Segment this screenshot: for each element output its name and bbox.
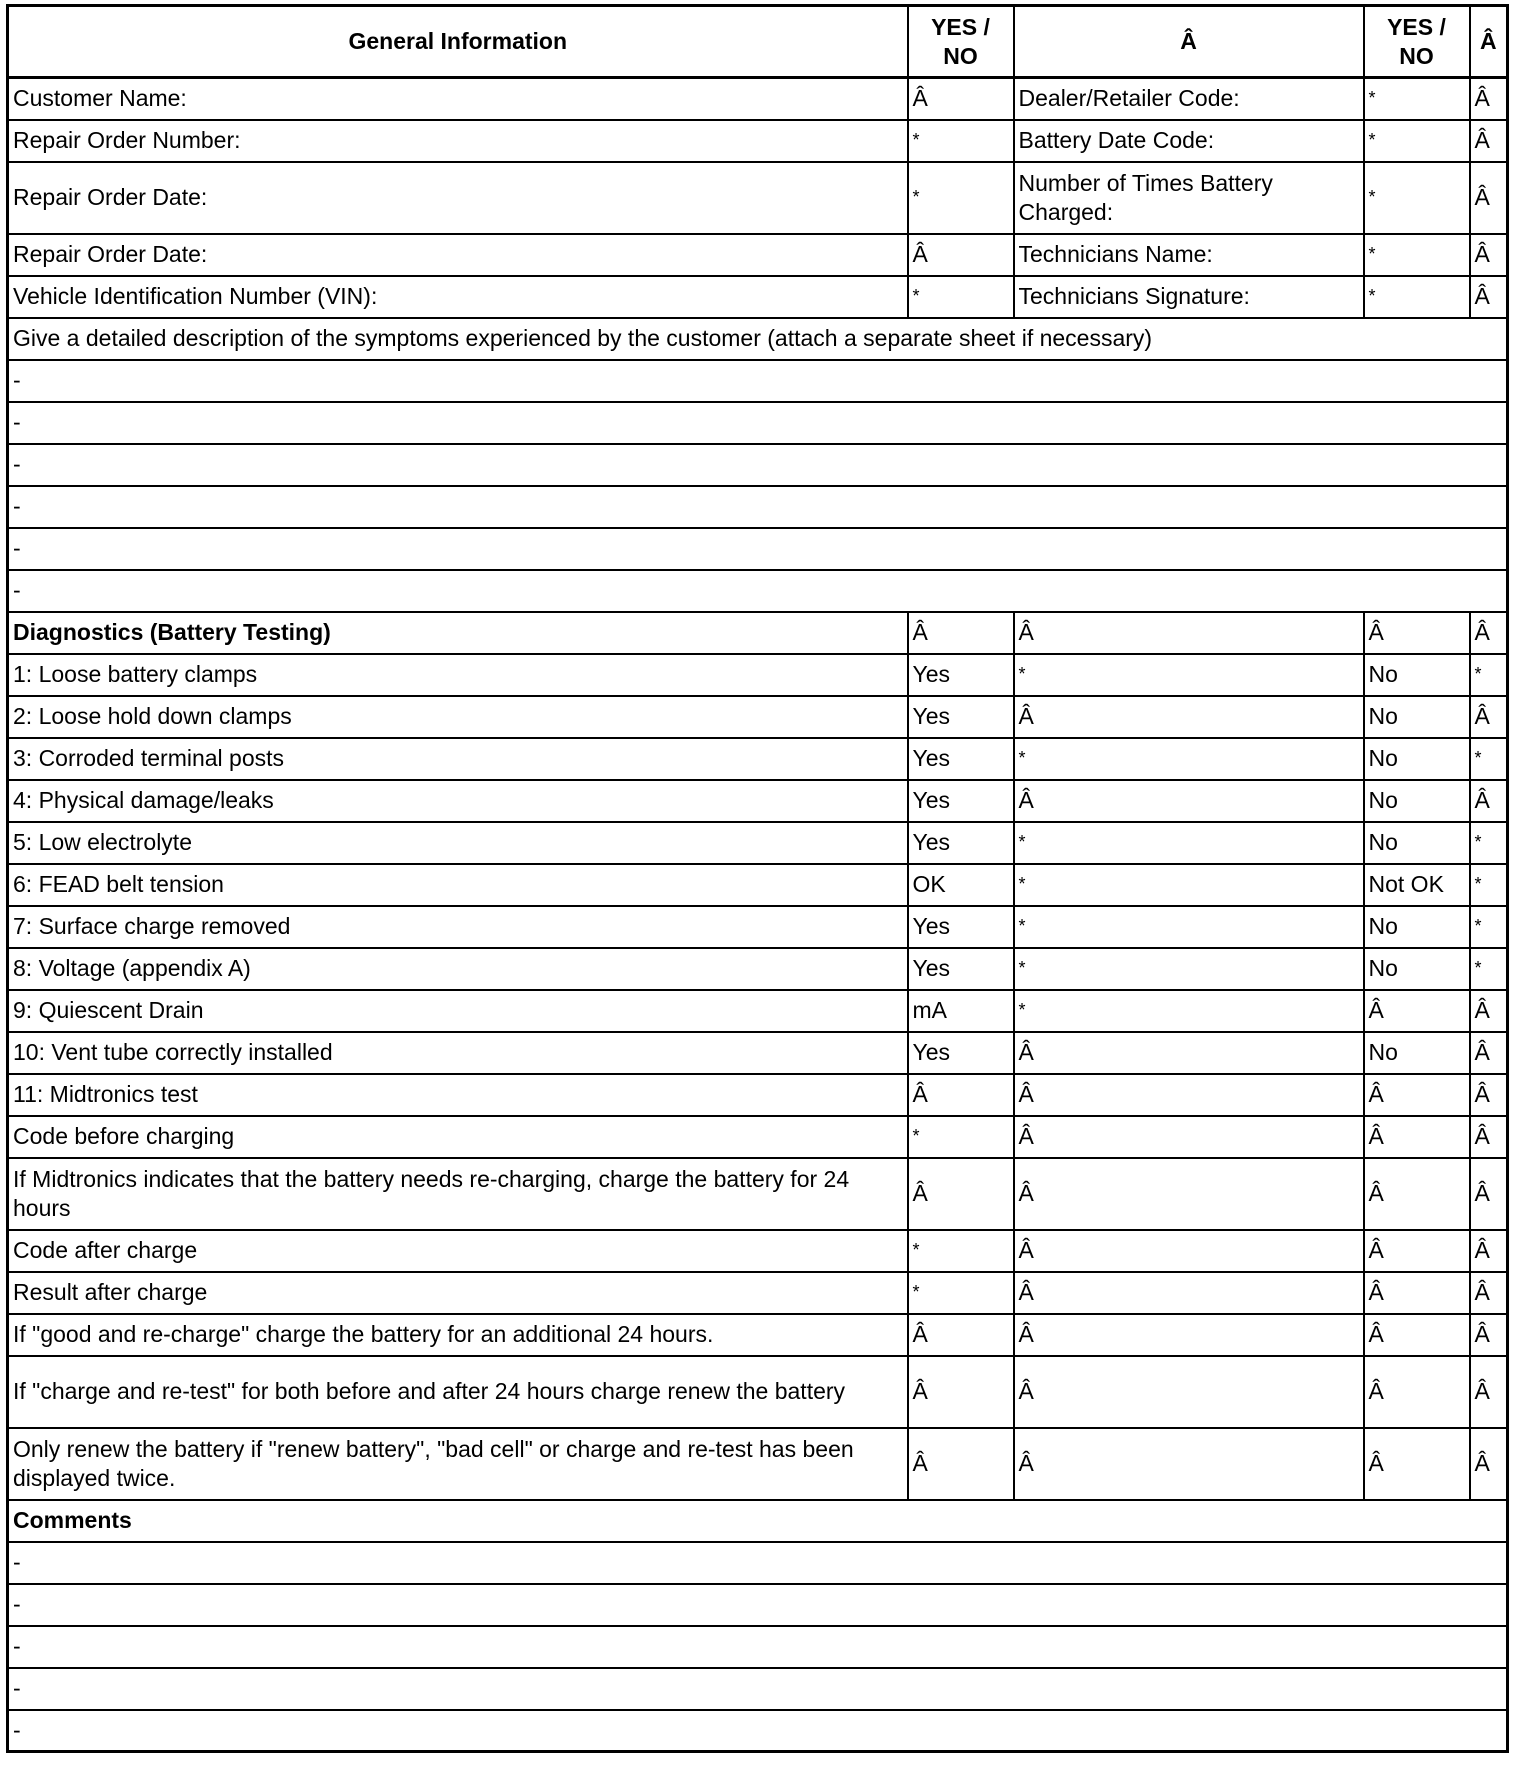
header-row	[8, 6, 1508, 78]
diagnostics-option-2-mark[interactable]: *	[1470, 864, 1508, 906]
diagnostics-row	[8, 1032, 1508, 1074]
diagnostics-option-2-mark[interactable]: Â	[1470, 1230, 1508, 1272]
diagnostics-label: 5: Low electrolyte	[8, 822, 908, 864]
general-row	[8, 276, 1508, 318]
diagnostics-option-2-mark[interactable]: Â	[1470, 1428, 1508, 1500]
diagnostics-option-2-mark[interactable]: Â	[1470, 1272, 1508, 1314]
general-label-2: Battery Date Code:	[1014, 120, 1364, 162]
diagnostics-option-1-mark[interactable]: *	[1014, 822, 1364, 864]
comments-line[interactable]	[8, 1584, 1508, 1626]
diagnostics-row	[8, 822, 1508, 864]
diagnostics-row	[8, 1158, 1508, 1230]
symptoms-line[interactable]	[8, 360, 1508, 402]
symptoms-line-text[interactable]: -	[8, 486, 1508, 528]
diagnostics-option-1[interactable]: *	[908, 1272, 1014, 1314]
diagnostics-option-2-mark[interactable]: *	[1470, 738, 1508, 780]
comments-line-text[interactable]: -	[8, 1542, 1508, 1584]
diagnostics-option-2[interactable]: No	[1364, 906, 1470, 948]
general-label: Vehicle Identification Number (VIN):	[8, 276, 908, 318]
symptoms-line-text[interactable]: -	[8, 360, 1508, 402]
diagnostics-option-1[interactable]: mA	[908, 990, 1014, 1032]
diagnostics-label: If Midtronics indicates that the battery needs re-charging, charge the battery for 24 hours	[8, 1158, 908, 1230]
diagnostics-option-2[interactable]: Â	[1364, 1314, 1470, 1356]
diagnostics-heading-cell: Â	[908, 612, 1014, 654]
general-value-2[interactable]: *	[1364, 276, 1470, 318]
diagnostics-row	[8, 738, 1508, 780]
diagnostics-label: 4: Physical damage/leaks	[8, 780, 908, 822]
general-row	[8, 162, 1508, 234]
header-general-information: General Information	[8, 6, 908, 78]
general-label-2: Dealer/Retailer Code:	[1014, 78, 1364, 120]
diagnostics-option-1[interactable]: Yes	[908, 738, 1014, 780]
diagnostics-rows	[8, 654, 1508, 1500]
symptoms-line[interactable]	[8, 444, 1508, 486]
diagnostics-label: 3: Corroded terminal posts	[8, 738, 908, 780]
header-col3: Â	[1014, 6, 1364, 78]
diagnostics-option-2[interactable]: Â	[1364, 1116, 1470, 1158]
diagnostics-label: Code after charge	[8, 1230, 908, 1272]
diagnostics-option-1-mark[interactable]: *	[1014, 990, 1364, 1032]
comments-line-text[interactable]: -	[8, 1626, 1508, 1668]
diagnostics-option-1-mark[interactable]: Â	[1014, 1428, 1364, 1500]
diagnostics-heading: Diagnostics (Battery Testing)	[8, 612, 908, 654]
general-value-3[interactable]: Â	[1470, 78, 1508, 120]
diagnostics-row	[8, 1428, 1508, 1500]
general-value-3[interactable]: Â	[1470, 276, 1508, 318]
diagnostics-option-1-mark[interactable]: Â	[1014, 696, 1364, 738]
diagnostics-option-2[interactable]: No	[1364, 654, 1470, 696]
diagnostics-option-2-mark[interactable]: Â	[1470, 696, 1508, 738]
diagnostics-option-1[interactable]: *	[908, 1116, 1014, 1158]
diagnostics-option-1-mark[interactable]: Â	[1014, 1314, 1364, 1356]
diagnostics-option-2-mark[interactable]: *	[1470, 654, 1508, 696]
diagnostics-label: Result after charge	[8, 1272, 908, 1314]
diagnostics-option-2-mark[interactable]: Â	[1470, 780, 1508, 822]
diagnostics-option-2[interactable]: No	[1364, 696, 1470, 738]
diagnostics-row	[8, 1230, 1508, 1272]
diagnostics-option-1-mark[interactable]: Â	[1014, 1074, 1364, 1116]
diagnostics-option-1-mark[interactable]: *	[1014, 738, 1364, 780]
diagnostics-option-1-mark[interactable]: Â	[1014, 1032, 1364, 1074]
diagnostics-option-1[interactable]: Â	[908, 1314, 1014, 1356]
general-value-3[interactable]: Â	[1470, 120, 1508, 162]
comments-line[interactable]	[8, 1710, 1508, 1752]
diagnostics-option-1[interactable]: OK	[908, 864, 1014, 906]
diagnostics-option-2[interactable]: No	[1364, 822, 1470, 864]
diagnostics-option-1-mark[interactable]: *	[1014, 948, 1364, 990]
symptoms-line-text[interactable]: -	[8, 528, 1508, 570]
diagnostics-option-1[interactable]: Yes	[908, 906, 1014, 948]
diagnostics-option-2-mark[interactable]: Â	[1470, 1116, 1508, 1158]
battery-test-form	[6, 4, 1509, 1753]
general-value-3[interactable]: Â	[1470, 162, 1508, 234]
diagnostics-option-2[interactable]: No	[1364, 738, 1470, 780]
comments-line[interactable]	[8, 1626, 1508, 1668]
diagnostics-heading-cell: Â	[1014, 612, 1364, 654]
diagnostics-option-1[interactable]: Â	[908, 1158, 1014, 1230]
diagnostics-label: If "charge and re-test" for both before and after 24 hours charge renew the battery	[8, 1356, 908, 1428]
general-value-2[interactable]: *	[1364, 234, 1470, 276]
diagnostics-option-2[interactable]: Not OK	[1364, 864, 1470, 906]
comments-line-text[interactable]: -	[8, 1710, 1508, 1752]
general-value[interactable]: Â	[908, 78, 1014, 120]
diagnostics-option-1[interactable]: Â	[908, 1428, 1014, 1500]
symptoms-line[interactable]	[8, 528, 1508, 570]
general-value-2[interactable]: *	[1364, 78, 1470, 120]
diagnostics-option-1[interactable]: *	[908, 1230, 1014, 1272]
diagnostics-label: 6: FEAD belt tension	[8, 864, 908, 906]
symptoms-line-text[interactable]: -	[8, 570, 1508, 612]
comments-line[interactable]	[8, 1668, 1508, 1710]
symptoms-heading: Give a detailed description of the symptoms experienced by the customer (attach a separate sheet if necessary)	[8, 318, 1508, 360]
diagnostics-row	[8, 948, 1508, 990]
diagnostics-option-1-mark[interactable]: *	[1014, 654, 1364, 696]
general-value[interactable]: *	[908, 276, 1014, 318]
diagnostics-option-2-mark[interactable]: *	[1470, 822, 1508, 864]
general-value-2[interactable]: *	[1364, 162, 1470, 234]
general-label: Repair Order Number:	[8, 120, 908, 162]
diagnostics-option-1[interactable]: Yes	[908, 948, 1014, 990]
comments-line[interactable]	[8, 1542, 1508, 1584]
diagnostics-option-1-mark[interactable]: Â	[1014, 780, 1364, 822]
diagnostics-row	[8, 906, 1508, 948]
diagnostics-option-2[interactable]: No	[1364, 948, 1470, 990]
general-label: Repair Order Date:	[8, 234, 908, 276]
header-col5: Â	[1470, 6, 1508, 78]
diagnostics-option-1[interactable]: Yes	[908, 696, 1014, 738]
diagnostics-label: 8: Voltage (appendix A)	[8, 948, 908, 990]
diagnostics-option-2-mark[interactable]: *	[1470, 948, 1508, 990]
diagnostics-label: 2: Loose hold down clamps	[8, 696, 908, 738]
diagnostics-row	[8, 990, 1508, 1032]
header-yes-no-2: YES / NO	[1364, 6, 1470, 78]
general-label-2: Technicians Name:	[1014, 234, 1364, 276]
general-label: Repair Order Date:	[8, 162, 908, 234]
symptoms-heading-row	[8, 318, 1508, 360]
diagnostics-option-1-mark[interactable]: Â	[1014, 1116, 1364, 1158]
diagnostics-option-1[interactable]: Yes	[908, 1032, 1014, 1074]
diagnostics-option-1-mark[interactable]: Â	[1014, 1356, 1364, 1428]
comments-heading-row	[8, 1500, 1508, 1542]
general-value-3[interactable]: Â	[1470, 234, 1508, 276]
diagnostics-label: If "good and re-charge" charge the battery for an additional 24 hours.	[8, 1314, 908, 1356]
diagnostics-row	[8, 1356, 1508, 1428]
diagnostics-row	[8, 1272, 1508, 1314]
general-row	[8, 234, 1508, 276]
diagnostics-row	[8, 1116, 1508, 1158]
diagnostics-option-1-mark[interactable]: Â	[1014, 1272, 1364, 1314]
general-value[interactable]: *	[908, 162, 1014, 234]
diagnostics-label: 1: Loose battery clamps	[8, 654, 908, 696]
diagnostics-option-2[interactable]: Â	[1364, 1230, 1470, 1272]
comments-heading: Comments	[8, 1500, 1508, 1542]
diagnostics-option-2-mark[interactable]: Â	[1470, 1032, 1508, 1074]
general-label: Customer Name:	[8, 78, 908, 120]
diagnostics-option-2[interactable]: Â	[1364, 1272, 1470, 1314]
header-yes-no-1: YES / NO	[908, 6, 1014, 78]
comments-line-text[interactable]: -	[8, 1668, 1508, 1710]
diagnostics-option-2-mark[interactable]: Â	[1470, 1314, 1508, 1356]
symptoms-line-text[interactable]: -	[8, 444, 1508, 486]
diagnostics-row	[8, 864, 1508, 906]
diagnostics-row	[8, 1314, 1508, 1356]
diagnostics-option-2[interactable]: Â	[1364, 1074, 1470, 1116]
diagnostics-row	[8, 696, 1508, 738]
general-value[interactable]: *	[908, 120, 1014, 162]
comments-line-text[interactable]: -	[8, 1584, 1508, 1626]
symptoms-line[interactable]	[8, 402, 1508, 444]
diagnostics-label: Only renew the battery if "renew battery", "bad cell" or charge and re-test has been displayed twice.	[8, 1428, 908, 1500]
diagnostics-option-2-mark[interactable]: Â	[1470, 990, 1508, 1032]
symptoms-line[interactable]	[8, 486, 1508, 528]
diagnostics-row	[8, 780, 1508, 822]
diagnostics-option-2-mark[interactable]: *	[1470, 906, 1508, 948]
diagnostics-option-2[interactable]: Â	[1364, 1158, 1470, 1230]
comments-section	[8, 1500, 1508, 1752]
general-row	[8, 78, 1508, 120]
diagnostics-option-1[interactable]: Yes	[908, 780, 1014, 822]
diagnostics-row	[8, 654, 1508, 696]
diagnostics-option-2[interactable]: Â	[1364, 1356, 1470, 1428]
diagnostics-option-1-mark[interactable]: *	[1014, 906, 1364, 948]
diagnostics-option-2-mark[interactable]: Â	[1470, 1074, 1508, 1116]
diagnostics-option-1-mark[interactable]: Â	[1014, 1158, 1364, 1230]
general-label-2: Technicians Signature:	[1014, 276, 1364, 318]
diagnostics-option-1-mark[interactable]: *	[1014, 864, 1364, 906]
diagnostics-heading-cell: Â	[1470, 612, 1508, 654]
general-value-2[interactable]: *	[1364, 120, 1470, 162]
diagnostics-label: 9: Quiescent Drain	[8, 990, 908, 1032]
diagnostics-option-2[interactable]: Â	[1364, 1428, 1470, 1500]
symptoms-line[interactable]	[8, 570, 1508, 612]
diagnostics-heading-row	[8, 612, 1508, 654]
diagnostics-option-2-mark[interactable]: Â	[1470, 1158, 1508, 1230]
symptoms-line-text[interactable]: -	[8, 402, 1508, 444]
diagnostics-option-1-mark[interactable]: Â	[1014, 1230, 1364, 1272]
diagnostics-row	[8, 1074, 1508, 1116]
diagnostics-label: 7: Surface charge removed	[8, 906, 908, 948]
diagnostics-option-2-mark[interactable]: Â	[1470, 1356, 1508, 1428]
diagnostics-option-2[interactable]: No	[1364, 1032, 1470, 1074]
general-label-2: Number of Times Battery Charged:	[1014, 162, 1364, 234]
diagnostics-option-1[interactable]: Yes	[908, 654, 1014, 696]
diagnostics-option-2[interactable]: Â	[1364, 990, 1470, 1032]
diagnostics-label: 11: Midtronics test	[8, 1074, 908, 1116]
diagnostics-option-2[interactable]: No	[1364, 780, 1470, 822]
general-row	[8, 120, 1508, 162]
diagnostics-option-1[interactable]: Â	[908, 1356, 1014, 1428]
diagnostics-heading-cell: Â	[1364, 612, 1470, 654]
general-value[interactable]: Â	[908, 234, 1014, 276]
diagnostics-option-1[interactable]: Yes	[908, 822, 1014, 864]
diagnostics-label: 10: Vent tube correctly installed	[8, 1032, 908, 1074]
diagnostics-label: Code before charging	[8, 1116, 908, 1158]
diagnostics-option-1[interactable]: Â	[908, 1074, 1014, 1116]
